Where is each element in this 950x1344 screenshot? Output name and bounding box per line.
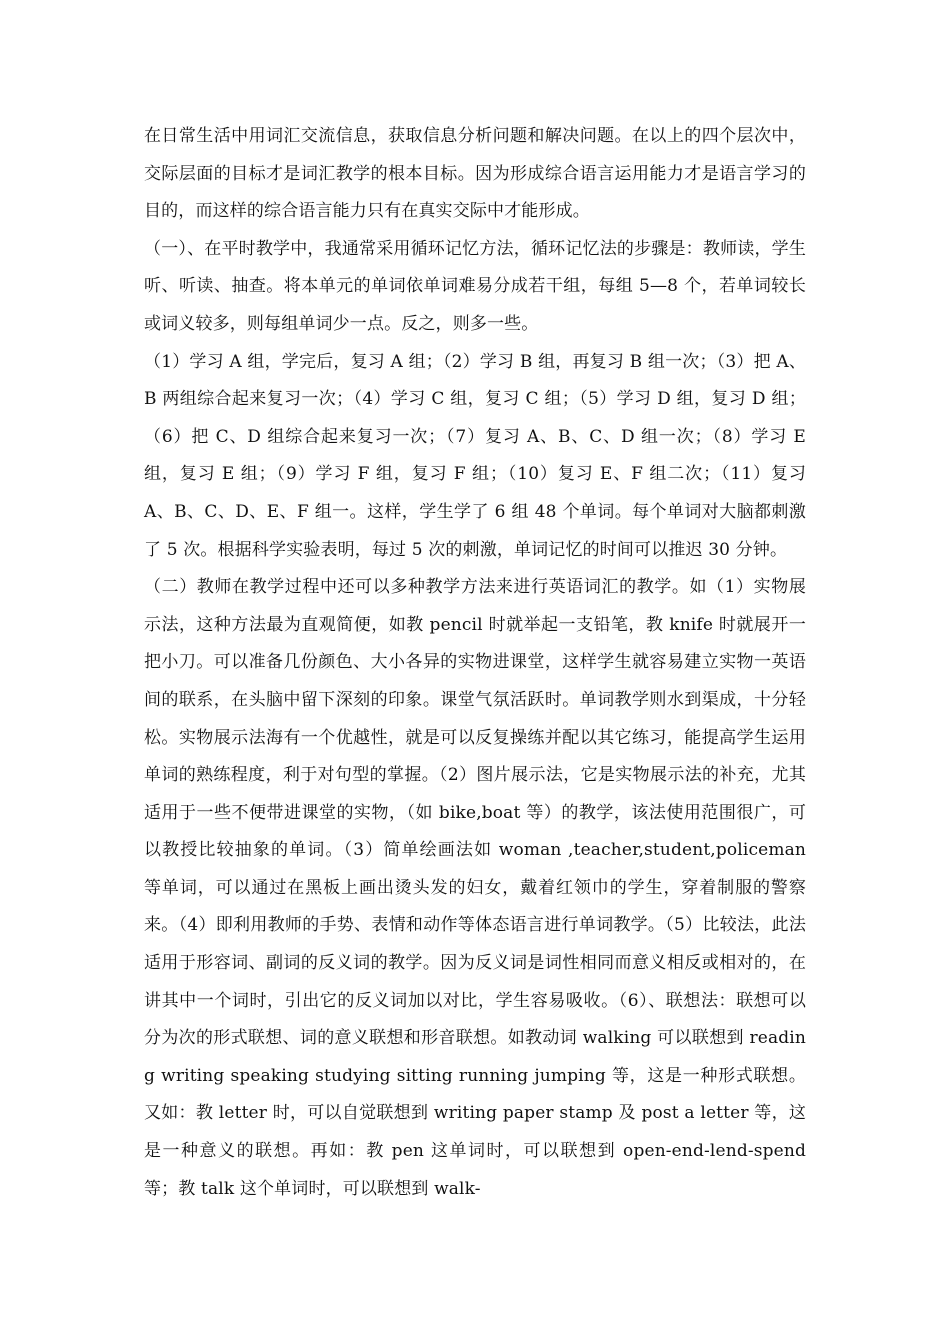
paragraph-section-one: （一）、在平时教学中，我通常采用循环记忆方法，循环记忆法的步骤是：教师读，学生听、听读、抽查。将本单元的单词依单词难易分成若干组，每组 5—8 个，若单词较长或词义较多，则每组单词少一点。反之，则多一些。 [144, 238, 806, 334]
paragraph-intro: 在日常生活中用词汇交流信息，获取信息分析问题和解决问题。在以上的四个层次中，交际层面的目标才是词汇教学的根本目标。因为形成综合语言运用能力才是语言学习的目的，而这样的综合语言能力只有在真实交际中才能形成。 [144, 126, 806, 222]
paragraph-steps: （1）学习 A 组，学完后，复习 A 组；（2）学习 B 组，再复习 B 组一次；（3）把 A、B 两组综合起来复习一次；（4）学习 C 组，复习 C 组；（5）学习 D 组，复习 D 组；（6）把 C、D 组综合起来复习一次；（7）复习 A、B、C、D 组一次；（8）学习 E 组，复习 E 组；（9）学习 F 组，复习 F 组；（10）复习 E、F 组二次；（11）复习 A、B、C、D、E、F 组一。这样，学生学了 6 组 48 个单词。每个单词对大脑都刺激了 5 次。根据科学实验表明，每过 5 次的刺激，单词记忆的时间可以推迟 30 分钟。 [144, 351, 806, 560]
paragraph-section-two: （二）教师在教学过程中还可以多种教学方法来进行英语词汇的教学。如（1）实物展示法，这种方法最为直观简便，如教 pencil 时就举起一支铅笔，教 knife 时就展开一把小刀。可以准备几份颜色、大小各异的实物进课堂，这样学生就容易建立实物一英语间的联系，在头脑中留下深刻的印象。课堂气氛活跃时。单词教学则水到渠成，十分轻松。实物展示法海有一个优越性，就是可以反复操练并配以其它练习，能提高学生运用单词的熟练程度，利于对句型的掌握。（2）图片展示法，它是实物展示法的补充，尤其适用于一些不便带进课堂的实物，（如 bike,boat 等）的教学，该法使用范围很广，可以教授比较抽象的单词。（3）简单绘画法如 woman ,teacher,student,policeman 等单词，可以通过在黑板上画出烫头发的妇女，戴着红领巾的学生，穿着制服的警察来。（4）即利用教师的手势、表情和动作等体态语言进行单词教学。（5）比较法，此法适用于形容词、副词的反义词的教学。因为反义词是词性相同而意义相反或相对的，在讲其中一个词时，引出它的反义词加以对比，学生容易吸收。（6）、联想法：联想可以分为次的形式联想、词的意义联想和形音联想。如教动词 walking 可以联想到 reading writing speaking studying sitting running jumping 等，这是一种形式联想。又如：教 letter 时，可以自觉联想到 writing paper stamp 及 post a letter 等，这是一种意义的联想。再如：教 pen 这单词时，可以联想到 open-end-lend-spend 等；教 talk 这个单词时，可以联想到 walk- [144, 577, 806, 1199]
document-body [144, 118, 806, 1208]
